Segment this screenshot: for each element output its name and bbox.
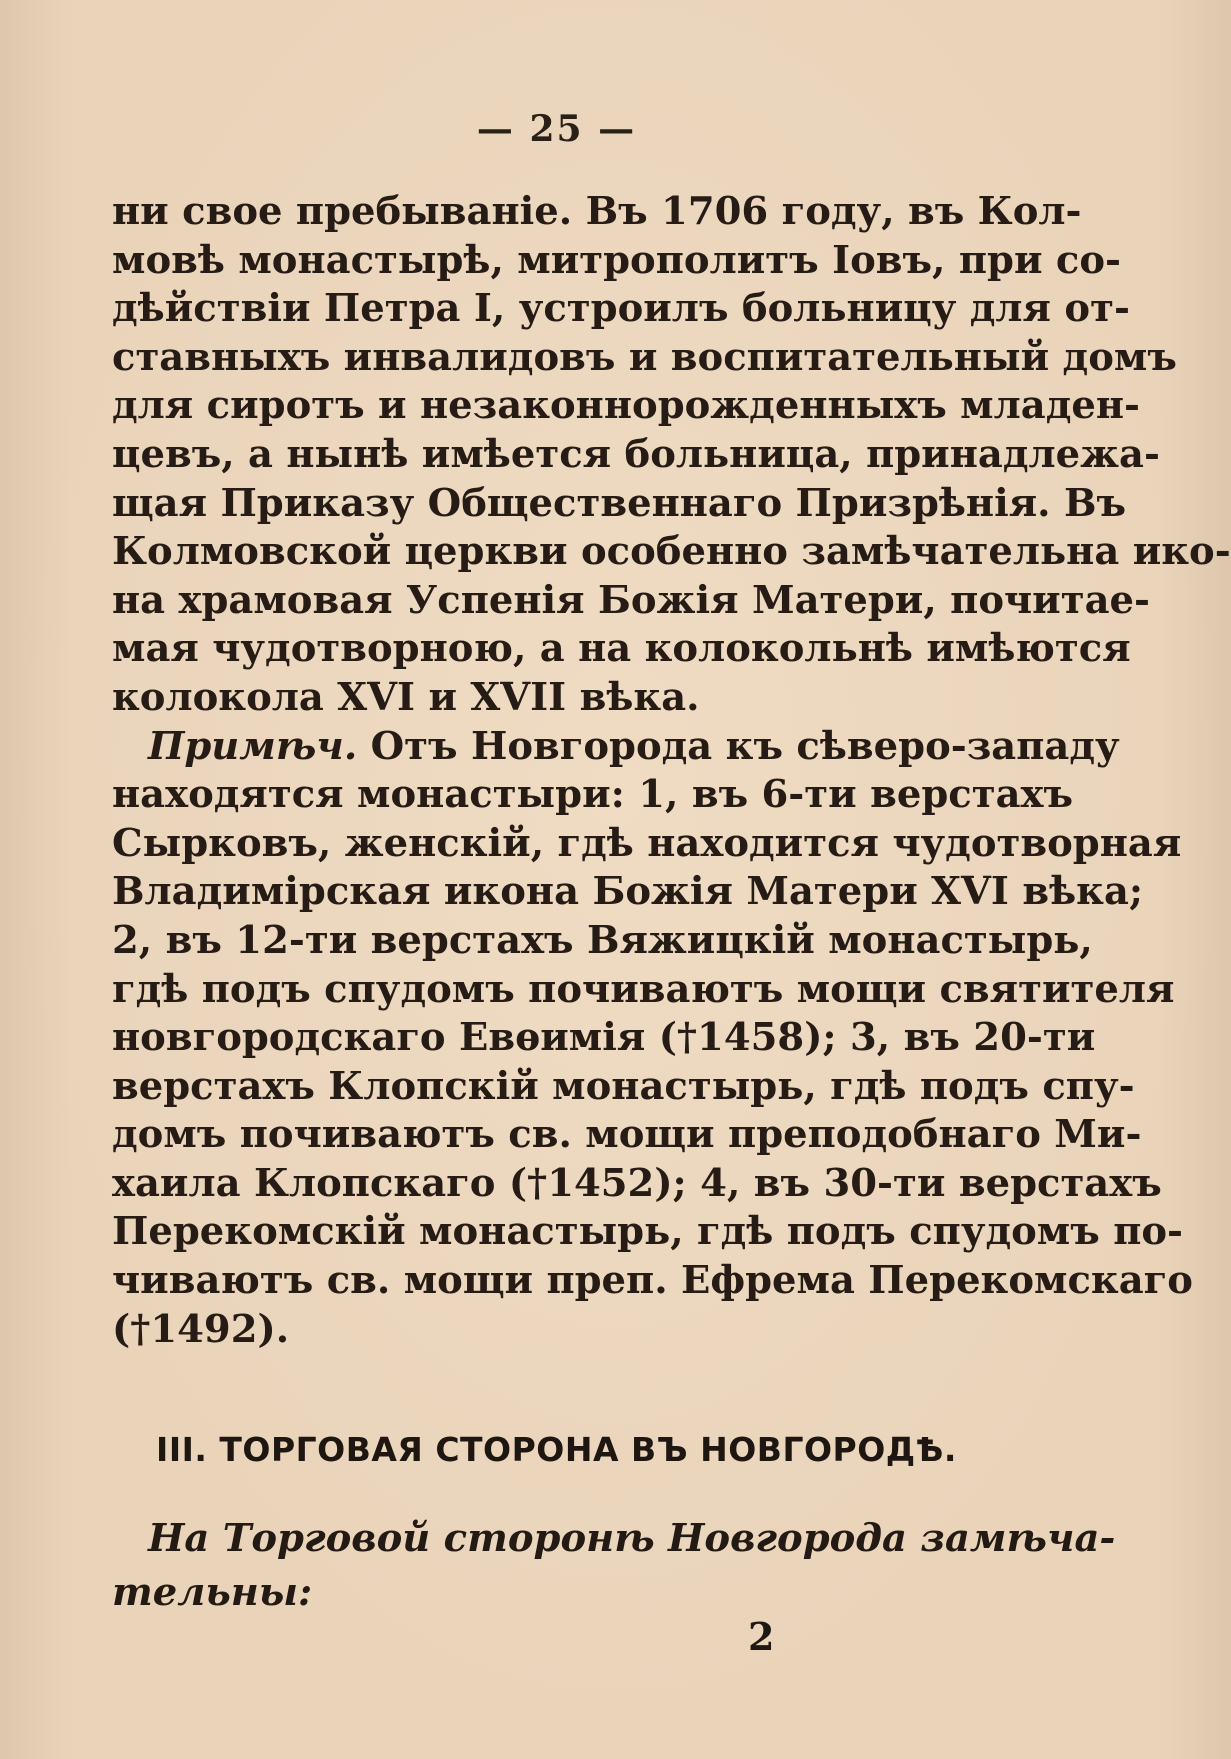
note-line: новгородскаго Евѳимія (†1458); 3, въ 20-ти [112, 1015, 1096, 1061]
note-line: 2, въ 12-ти верстахъ Вяжицкій монастырь, [112, 917, 1093, 963]
note-line: находятся монастыри: 1, въ 6-ти верстахъ [112, 772, 1073, 818]
note-line: домъ почиваютъ св. мощи преподобнаго Ми- [112, 1112, 1142, 1158]
text-line: для сиротъ и незаконнорожденныхъ младен- [112, 383, 1141, 429]
note-first-line-text: Отъ Новгорода къ сѣверо-западу [357, 723, 1120, 769]
signature-mark: 2 [748, 1614, 775, 1659]
text-line: мовѣ монастырѣ, митрополитъ Іовъ, при со- [112, 237, 1122, 283]
intro-line: тельны: [112, 1570, 313, 1615]
note-line: хаила Клопскаго (†1452); 4, въ 30-ти верстахъ [112, 1160, 1162, 1206]
note-line: чиваютъ св. мощи преп. Ефрема Перекомскаго [112, 1258, 1193, 1304]
section-heading: III. ТОРГОВАЯ СТОРОНА ВЪ НОВГОРОДѢ. [156, 1430, 957, 1469]
text-line: колокола XVI и XVII вѣка. [112, 674, 700, 720]
text-line: на храмовая Успенія Божія Матери, почитае- [112, 577, 1151, 623]
note-label: Примѣч. [148, 723, 358, 769]
section-intro [112, 1512, 1116, 1620]
page-number: — 25 — [476, 108, 637, 150]
note-line: гдѣ подъ спудомъ почиваютъ мощи святителя [112, 966, 1175, 1012]
note-line: (†1492). [112, 1306, 290, 1352]
text-line: ставныхъ инвалидовъ и воспитательный домъ [112, 334, 1177, 380]
text-line: щая Приказу Общественнаго Призрѣнія. Въ [112, 480, 1127, 526]
text-line: ни свое пребываніе. Въ 1706 году, въ Кол- [112, 189, 1082, 234]
note-line: верстахъ Клопскій монастырь, гдѣ подъ спу- [112, 1063, 1135, 1109]
text-line: мая чудотворною, а на колокольнѣ имѣются [112, 626, 1131, 672]
note-line: Перекомскій монастырь, гдѣ подъ спудомъ по- [112, 1209, 1184, 1255]
note-first-line [112, 723, 1120, 772]
intro-line: На Торговой сторонѣ Новгорода замѣча- [148, 1516, 1116, 1561]
note-line: Владимірская икона Божія Матери XVI вѣка; [112, 869, 1144, 915]
note-line: Сырковъ, женскій, гдѣ находится чудотворная [112, 820, 1182, 866]
text-line: цевъ, а нынѣ имѣется больница, принадлежа- [112, 431, 1160, 477]
text-line: дѣйствіи Петра I, устроилъ больницу для от- [112, 286, 1130, 332]
main-text [112, 188, 1231, 1354]
text-line: Колмовской церкви особенно замѣчательна ико- [112, 529, 1231, 575]
